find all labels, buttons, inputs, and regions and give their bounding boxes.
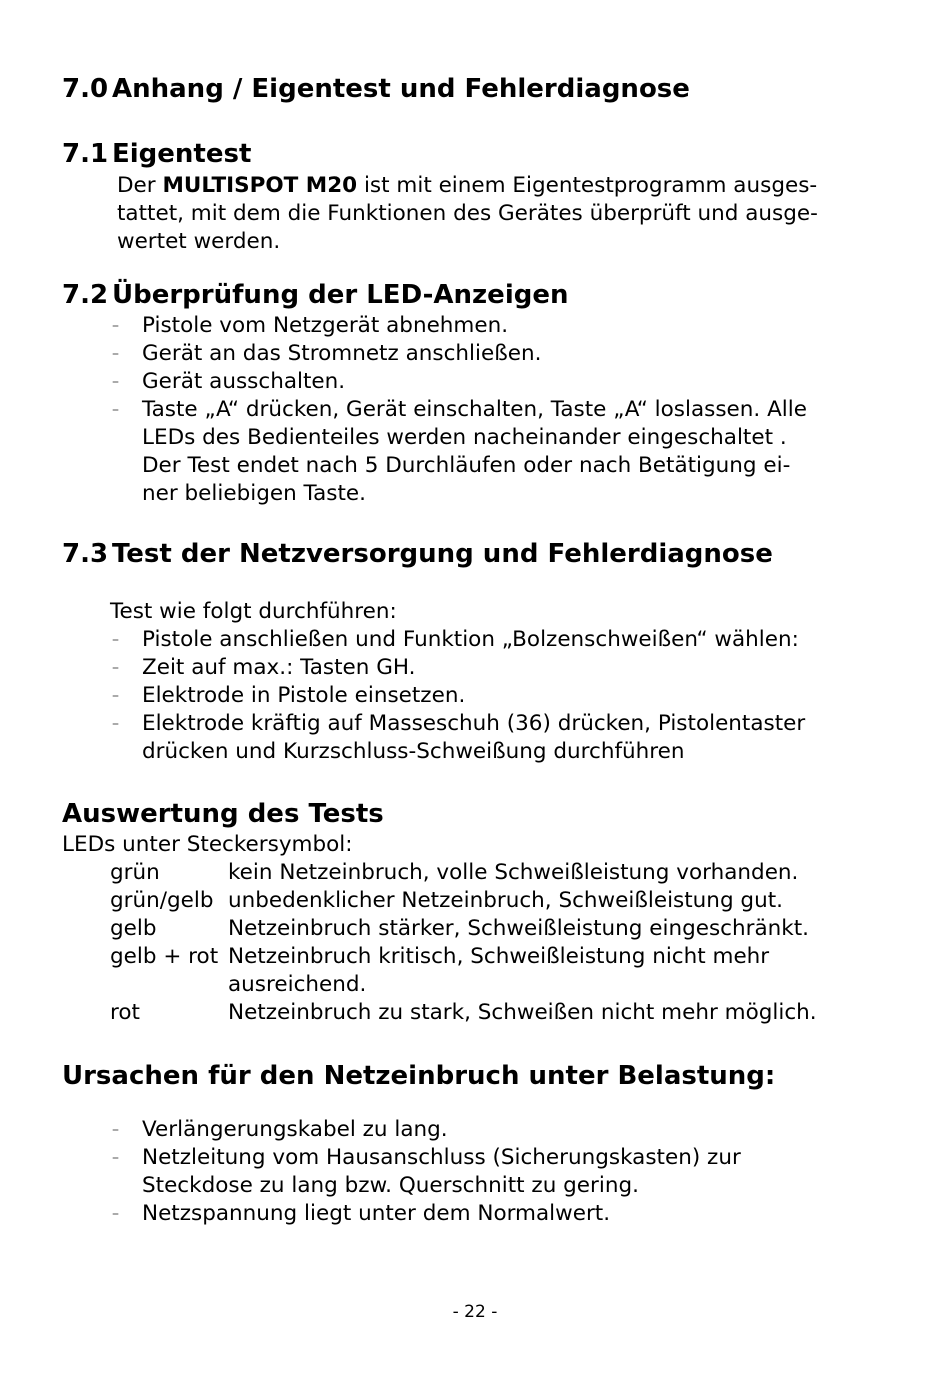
list-item: Elektrode kräftig auf Masseschuh (36) drücken, Pistolentaster [142,711,806,736]
section-number: 7.3 [62,539,109,569]
led-color-description: Netzeinbruch zu stark, Schweißen nicht mehr möglich. [228,1000,817,1025]
list-item-continuation: ner beliebigen Taste. [142,481,366,506]
led-color-description: kein Netzeinbruch, volle Schweißleistung vorhanden. [228,860,799,885]
list-item: Gerät ausschalten. [142,369,346,394]
list-item: Elektrode in Pistole einsetzen. [142,683,466,708]
heading-evaluation: Auswertung des Tests [62,799,384,829]
list-item: Pistole anschließen und Funktion „Bolzenschweißen“ wählen: [142,627,799,652]
section-title: Anhang / Eigentest und Fehlerdiagnose [112,74,690,104]
led-color-label: rot [110,1000,140,1025]
list-item: Netzspannung liegt unter dem Normalwert. [142,1201,611,1226]
led-color-description: Netzeinbruch kritisch, Schweißleistung nicht mehr [228,944,770,969]
list-bullet: – [112,716,119,732]
list-item: Verlängerungskabel zu lang. [142,1117,448,1142]
led-color-label: grün/gelb [110,888,214,913]
list-bullet: – [112,660,119,676]
heading-causes: Ursachen für den Netzeinbruch unter Belastung: [62,1061,776,1091]
section-title: Test der Netzversorgung und Fehlerdiagnose [112,539,773,569]
list-item: Zeit auf max.: Tasten GH. [142,655,416,680]
product-name: MULTISPOT M20 [162,173,358,198]
paragraph-line: Test wie folgt durchführen: [110,599,397,624]
paragraph-line: wertet werden. [117,229,281,254]
list-bullet: – [112,374,119,390]
paragraph-line: Der MULTISPOT M20 ist mit einem Eigentestprogramm ausges- [117,173,818,198]
heading-7-0 [62,74,690,104]
list-bullet: – [112,688,119,704]
list-item: Taste „A“ drücken, Gerät einschalten, Taste „A“ loslassen. Alle [142,397,807,422]
heading-7-1 [62,139,251,169]
led-color-description: unbedenklicher Netzeinbruch, Schweißleistung gut. [228,888,783,913]
list-item: Pistole vom Netzgerät abnehmen. [142,313,509,338]
page-number: - 22 - [452,1302,498,1322]
list-bullet: – [112,632,119,648]
list-item-continuation: LEDs des Bedienteiles werden nacheinander eingeschaltet . [142,425,787,450]
section-title: Überprüfung der LED-Anzeigen [112,280,569,310]
led-color-description: Netzeinbruch stärker, Schweißleistung eingeschränkt. [228,916,809,941]
led-color-label: grün [110,860,160,885]
led-color-label: gelb [110,916,157,941]
list-item-continuation: Steckdose zu lang bzw. Querschnitt zu gering. [142,1173,639,1198]
list-item: Gerät an das Stromnetz anschließen. [142,341,542,366]
led-color-description: ausreichend. [228,972,367,997]
section-number: 7.2 [62,280,109,310]
list-item-continuation: Der Test endet nach 5 Durchläufen oder nach Betätigung ei- [142,453,791,478]
section-number: 7.0 [62,74,109,104]
heading-7-3 [62,539,773,569]
list-bullet: – [112,1122,119,1138]
led-color-label: gelb + rot [110,944,219,969]
section-number: 7.1 [62,139,109,169]
list-bullet: – [112,346,119,362]
list-bullet: – [112,1206,119,1222]
heading-7-2 [62,280,569,310]
list-item-continuation: drücken und Kurzschluss-Schweißung durchführen [142,739,685,764]
list-item: Netzleitung vom Hausanschluss (Sicherungskasten) zur [142,1145,741,1170]
paragraph-line: LEDs unter Steckersymbol: [62,832,353,857]
list-bullet: – [112,318,119,334]
list-bullet: – [112,1150,119,1166]
paragraph-line: tattet, mit dem die Funktionen des Gerätes überprüft und ausge- [117,201,818,226]
section-title: Eigentest [112,139,252,169]
list-bullet: – [112,402,119,418]
